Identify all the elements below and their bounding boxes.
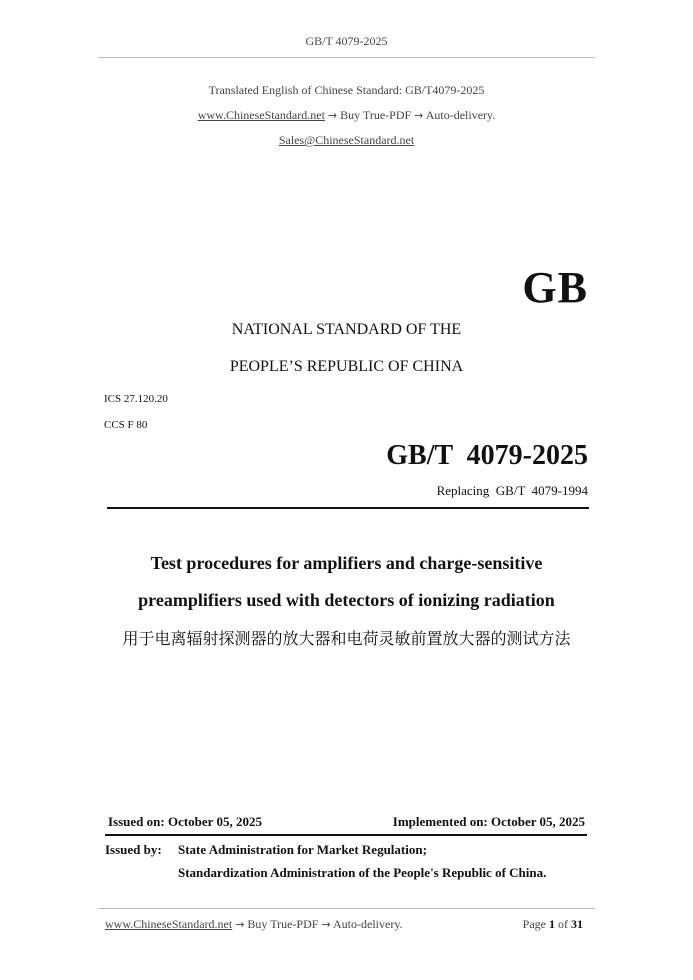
issuer-2: Standardization Administration of the People's Republic of China.: [178, 865, 547, 880]
footer-divider: [98, 908, 595, 909]
arrow-right-icon: →: [321, 918, 331, 931]
title-line-1: Test procedures for amplifiers and charge-sensitive: [150, 553, 543, 573]
promo-line: [0, 108, 693, 123]
title-divider: [107, 507, 589, 509]
implemented-on-date: Implemented on: October 05, 2025: [392, 814, 585, 829]
email-line: [0, 133, 693, 148]
issuer-1: State Administration for Market Regulation;: [178, 842, 427, 857]
site-link[interactable]: www.ChineseStandard.net: [197, 108, 325, 122]
footer-delivery-text: Auto-delivery.: [333, 917, 403, 931]
auto-delivery-text: Auto-delivery.: [425, 108, 496, 122]
arrow-right-icon: →: [235, 918, 245, 931]
of-label: of: [558, 917, 568, 931]
issued-by-label: Issued by:: [105, 842, 162, 857]
gb-logo: GB: [522, 263, 588, 312]
national-standard-line-2: PEOPLE’S REPUBLIC OF CHINA: [229, 358, 464, 375]
footer-site-link[interactable]: www.ChineseStandard.net: [105, 917, 233, 931]
page-indicator: [523, 917, 583, 932]
ics-code: ICS 27.120.20: [104, 393, 168, 405]
sales-email-link[interactable]: Sales@ChineseStandard.net: [278, 133, 415, 147]
title-chinese: 用于电离辐射探测器的放大器和电荷灵敏前置放大器的测试方法: [122, 629, 571, 648]
page-number: 1: [549, 917, 555, 931]
title-line-2: preamplifiers used with detectors of ionizing radiation: [138, 590, 555, 610]
total-pages: 31: [571, 917, 583, 931]
page-label: Page: [522, 917, 546, 931]
footer-promo: [105, 917, 403, 932]
issued-on-date: Issued on: October 05, 2025: [108, 814, 262, 829]
arrow-right-icon: →: [327, 109, 338, 122]
arrow-right-icon: →: [414, 109, 424, 122]
national-standard-line-1: NATIONAL STANDARD OF THE: [231, 321, 462, 338]
header-divider: [98, 57, 595, 58]
running-header-title: GB/T 4079-2025: [305, 34, 388, 48]
footer-buy-text: Buy True-PDF: [247, 917, 319, 931]
buy-pdf-text: Buy True-PDF: [340, 108, 412, 122]
standard-number: GB/T 4079-2025: [386, 440, 588, 471]
ccs-code: CCS F 80: [104, 419, 148, 431]
translation-notice: Translated English of Chinese Standard: GB/T4079-2025: [208, 83, 485, 97]
replacing-note: Replacing GB/T 4079-1994: [436, 483, 588, 498]
dates-divider: [105, 834, 587, 836]
